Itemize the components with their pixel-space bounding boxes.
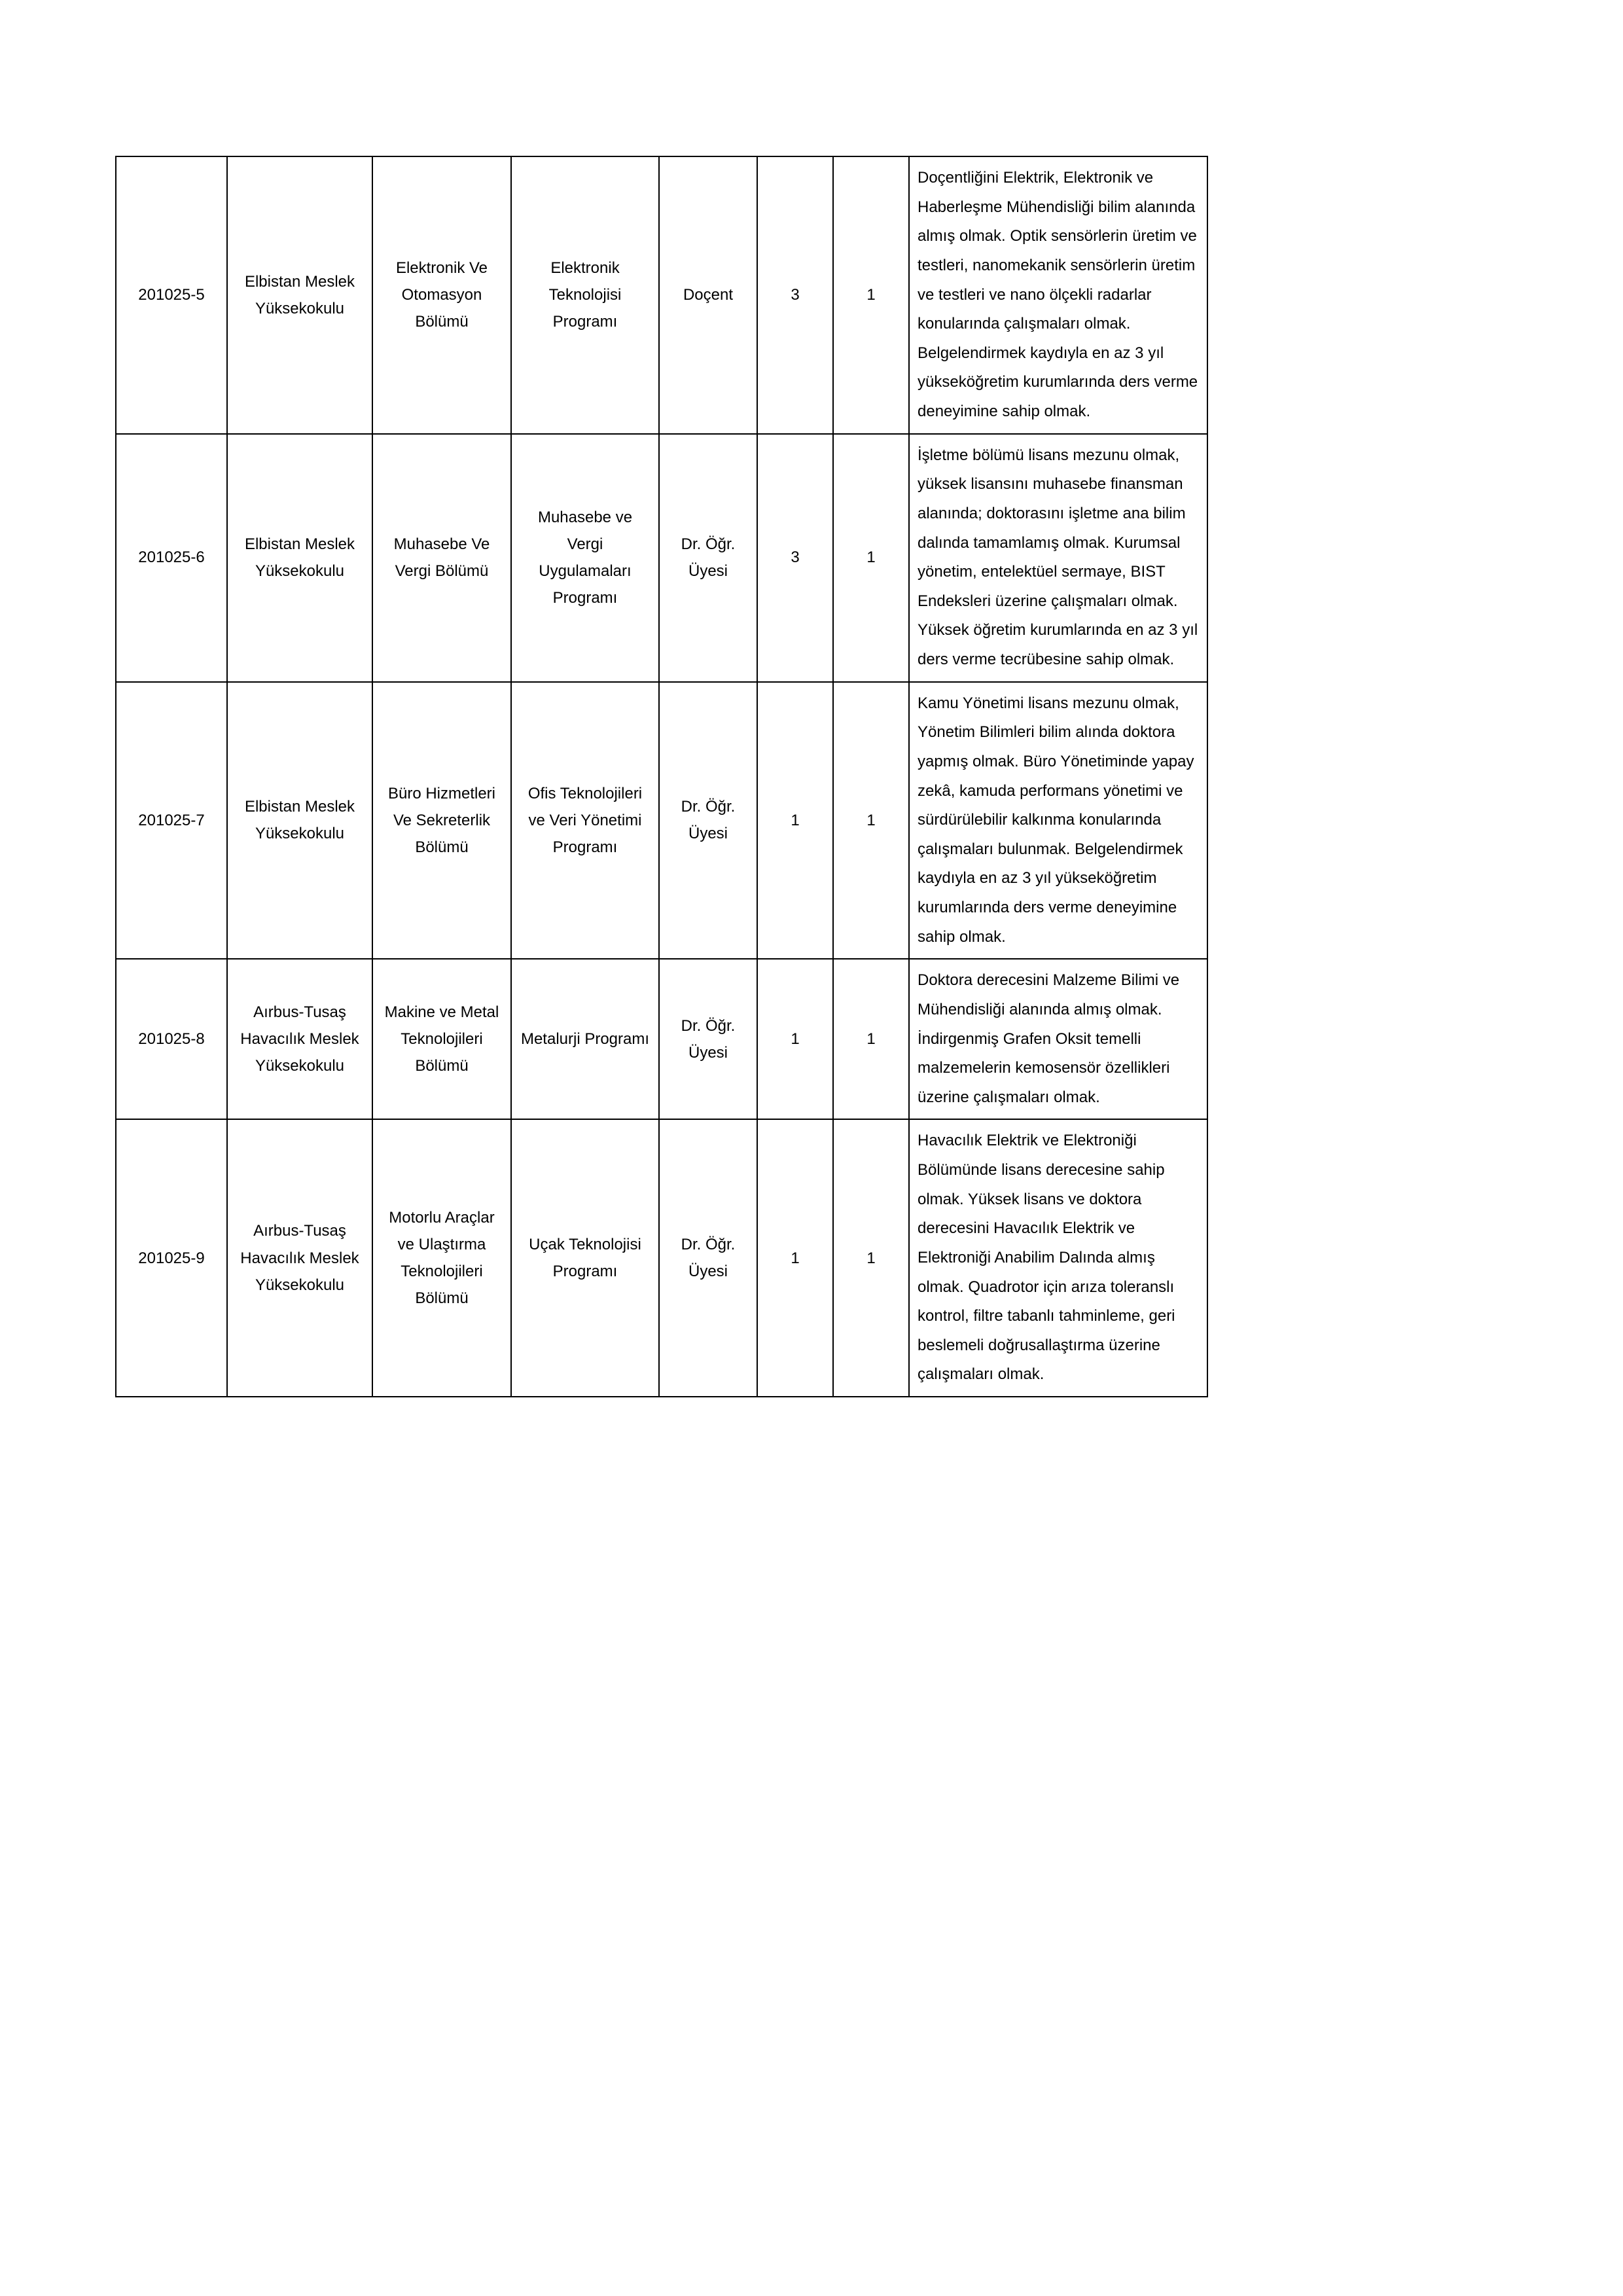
program-text: Elektronik Teknolojisi Programı [548,259,622,331]
code-text: 201025-7 [138,811,205,829]
cell-description [909,959,1207,1119]
description-text: Kamu Yönetimi lisans mezunu olmak, Yönetim Bilimleri bilim alında doktora yapmış olmak. Büro Yönetiminde yapay zekâ, kamuda performans yönetimi ve sürdürülebilir kalkınma konularında çalışmaları bulunmak. Belgelendirmek kaydıyla en az 3 yıl yükseköğretim kurumlarında ders verme deneyimine sahip olmak. [918,694,1194,946]
description-text: Doktora derecesini Malzeme Bilimi ve Mühendisliği alanında almış olmak. İndirgenmiş Grafen Oksit temelli malzemelerin kemosensör özellikleri üzerine çalışmaları olmak. [918,971,1180,1106]
cell-code [116,1119,227,1397]
table-row [116,434,1207,682]
cell-description [909,156,1207,434]
title-text: Dr. Öğr. Üyesi [681,1016,736,1062]
cell-count [833,434,909,682]
title-text: Doçent [683,286,734,304]
department-text: Büro Hizmetleri Ve Sekreterlik Bölümü [387,784,496,857]
cell-department [372,959,511,1119]
cell-code [116,959,227,1119]
cell-degree [757,959,833,1119]
program-text: Muhasebe ve Vergi Uygulamaları Programı [537,508,633,607]
table-row [116,959,1207,1119]
description-text: İşletme bölümü lisans mezunu olmak, yüksek lisansını muhasebe finansman alanında; doktorasını işletme ana bilim dalında tamamlamış olmak. Kurumsal yönetim, entelektüel sermaye, BIST Endeksleri üzerine çalışmaları olmak. Yüksek öğretim kurumlarında en az 3 yıl ders verme tecrübesine sahip olmak. [918,446,1198,668]
title-text: Dr. Öğr. Üyesi [681,1235,736,1281]
cell-school [227,682,372,960]
count-text: 1 [866,1249,876,1267]
count-text: 1 [866,811,876,829]
cell-program [511,1119,659,1397]
school-text: Aırbus-Tusaş Havacılık Meslek Yüksekokulu [240,1003,359,1075]
program-text: Uçak Teknolojisi Programı [529,1235,641,1281]
degree-text: 1 [791,1249,800,1267]
title-text: Dr. Öğr. Üyesi [681,798,736,843]
degree-text: 1 [791,811,800,829]
cell-program [511,156,659,434]
cell-department [372,682,511,960]
school-text: Aırbus-Tusaş Havacılık Meslek Yüksekokulu [240,1222,359,1294]
cell-school [227,156,372,434]
cell-program [511,959,659,1119]
cell-department [372,434,511,682]
code-text: 201025-6 [138,548,205,567]
cell-school [227,959,372,1119]
cell-title [659,959,757,1119]
department-text: Motorlu Araçlar ve Ulaştırma Teknolojileri Bölümü [389,1208,495,1308]
cell-count [833,682,909,960]
cell-department [372,1119,511,1397]
cell-title [659,1119,757,1397]
cell-count [833,959,909,1119]
degree-text: 1 [791,1030,800,1049]
cell-title [659,682,757,960]
count-text: 1 [866,286,876,304]
table-row [116,156,1207,434]
cell-school [227,434,372,682]
school-text: Elbistan Meslek Yüksekokulu [244,798,355,843]
cell-description [909,434,1207,682]
count-text: 1 [866,548,876,567]
code-text: 201025-5 [138,286,205,304]
cell-code [116,682,227,960]
description-text: Doçentliğini Elektrik, Elektronik ve Haberleşme Mühendisliği bilim alanında almış olmak. Optik sensörlerin üretim ve testleri, nanomekanik sensörlerin üretim ve testleri ve nano ölçekli radarlar konularında çalışmaları olmak. Belgelendirmek kaydıyla en az 3 yıl yükseköğretim kurumlarında ders verme deneyimine sahip olmak. [918,169,1198,420]
cell-program [511,682,659,960]
program-text: Ofis Teknolojileri ve Veri Yönetimi Programı [527,784,643,857]
degree-text: 3 [791,286,800,304]
code-text: 201025-8 [138,1030,205,1049]
cell-title [659,434,757,682]
school-text: Elbistan Meslek Yüksekokulu [244,272,355,317]
cell-count [833,1119,909,1397]
code-text: 201025-9 [138,1249,205,1267]
table-row [116,1119,1207,1397]
program-text: Metalurji Programı [520,1030,650,1049]
cell-department [372,156,511,434]
department-text: Muhasebe Ve Vergi Bölümü [393,535,490,581]
cell-degree [757,156,833,434]
cell-title [659,156,757,434]
academic-positions-table [115,156,1208,1397]
description-text: Havacılık Elektrik ve Elektroniği Bölümünde lisans derecesine sahip olmak. Yüksek lisans ve doktora derecesini Havacılık Elektrik ve Elektroniği Anabilim Dalında almış olmak. Quadrotor için arıza toleranslı kontrol, filtre tabanlı tahminleme, geri beslemeli doğrusallaştırma üzerine çalışmaları olmak. [918,1132,1175,1384]
cell-program [511,434,659,682]
table-row [116,682,1207,960]
cell-description [909,1119,1207,1397]
cell-code [116,434,227,682]
department-text: Makine ve Metal Teknolojileri Bölümü [384,1003,499,1075]
title-text: Dr. Öğr. Üyesi [681,535,736,581]
cell-code [116,156,227,434]
department-text: Elektronik Ve Otomasyon Bölümü [395,259,488,331]
cell-degree [757,1119,833,1397]
cell-degree [757,682,833,960]
table-body [116,156,1207,1397]
cell-count [833,156,909,434]
degree-text: 3 [791,548,800,567]
count-text: 1 [866,1030,876,1049]
cell-degree [757,434,833,682]
school-text: Elbistan Meslek Yüksekokulu [244,535,355,581]
cell-description [909,682,1207,960]
cell-school [227,1119,372,1397]
